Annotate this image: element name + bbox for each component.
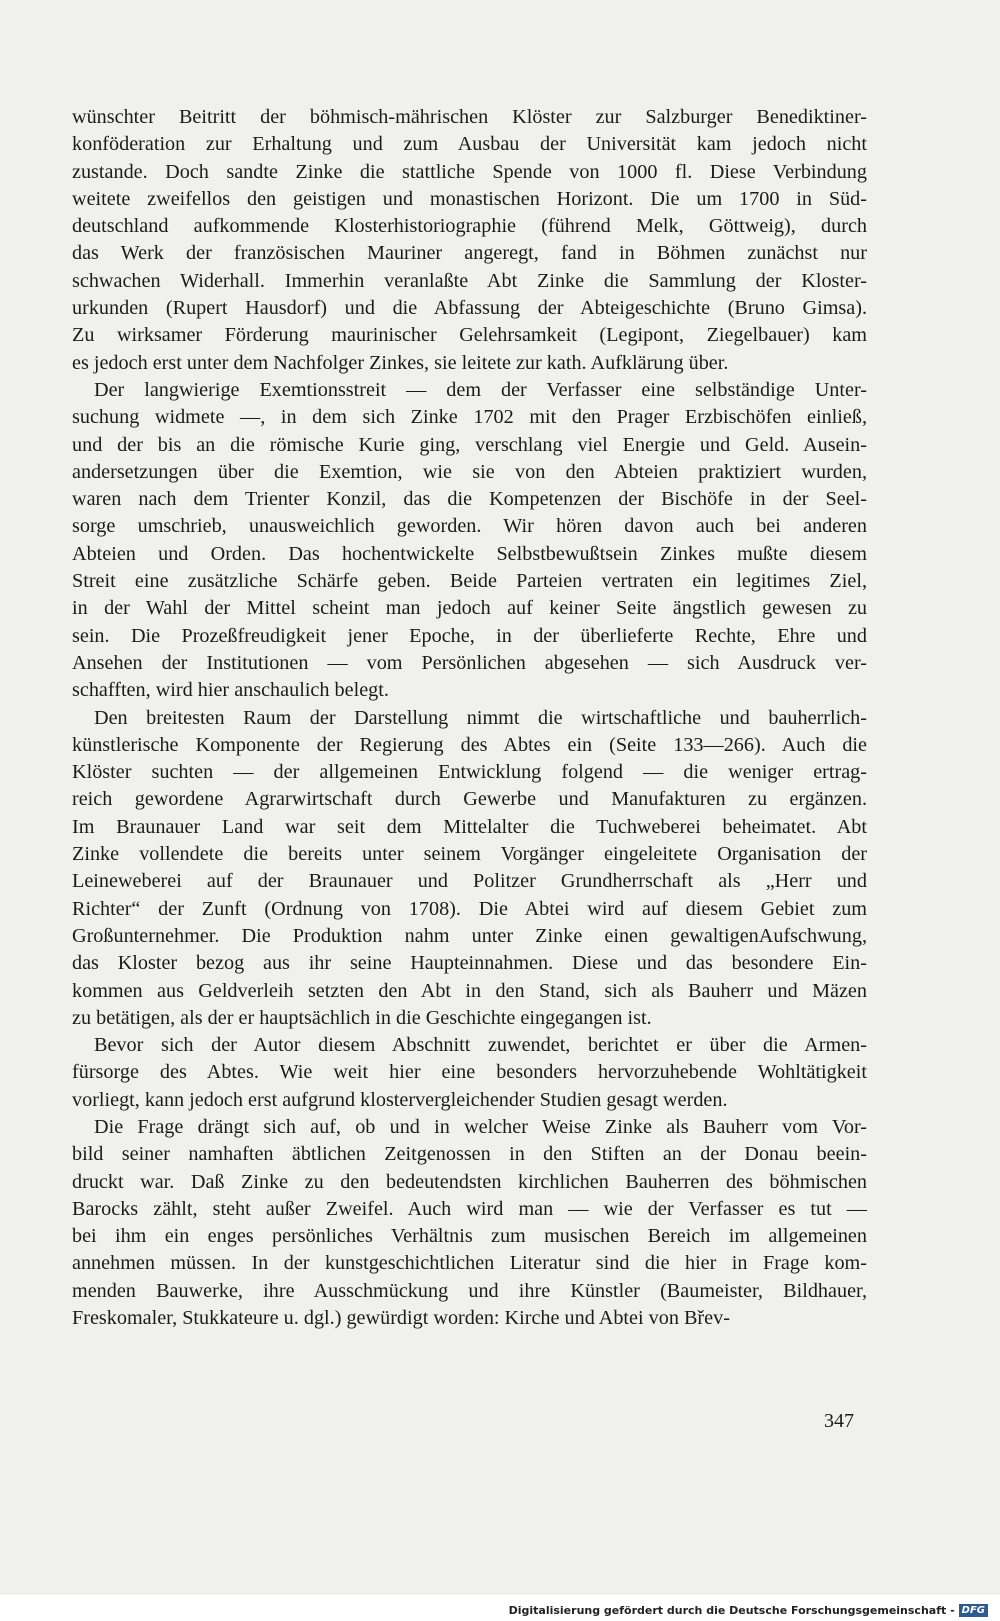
text-line: Zinke vollendete die bereits unter seinem Vorgänger eingeleitete Organisation der	[72, 843, 867, 866]
text-line: sein. Die Prozeßfreudigkeit jener Epoche, in der überlieferte Rechte, Ehre und	[72, 624, 867, 647]
text-line: Freskomaler, Stukkateure u. dgl.) gewürdigt worden: Kirche und Abtei von Břev-	[72, 1307, 730, 1330]
text-line: Klöster suchten — der allgemeinen Entwicklung folgend — die weniger ertrag-	[72, 761, 867, 784]
paragraph	[72, 377, 867, 705]
text-line: Richter“ der Zunft (Ordnung von 1708). Die Abtei wird auf diesem Gebiet zum	[72, 897, 867, 920]
text-line: andersetzungen über die Exemtion, wie sie von den Abteien praktiziert wurden,	[72, 460, 867, 483]
text-line: druckt war. Daß Zinke zu den bedeutendsten kirchlichen Bauherren des böhmischen	[72, 1170, 867, 1193]
text-line: es jedoch erst unter dem Nachfolger Zinkes, sie leitete zur kath. Aufklärung über.	[72, 351, 729, 374]
text-line: waren nach dem Trienter Konzil, das die Kompetenzen der Bischöfe in der Seel-	[72, 488, 867, 511]
text-line: reich gewordene Agrarwirtschaft durch Gewerbe und Manufakturen zu ergänzen.	[72, 788, 867, 811]
text-line: Bevor sich der Autor diesem Abschnitt zuwendet, berichtet er über die Armen-	[94, 1034, 867, 1057]
text-line: deutschland aufkommende Klosterhistoriographie (führend Melk, Göttweig), durch	[72, 215, 867, 238]
text-line: weitete zweifellos den geistigen und monastischen Horizont. Die um 1700 in Süd-	[72, 187, 867, 210]
text-line: schafften, wird hier anschaulich belegt.	[72, 679, 389, 702]
text-line: bild seiner namhaften äbtlichen Zeitgenossen in den Stiften an der Donau beein-	[72, 1143, 867, 1166]
page-number: 347	[824, 1410, 854, 1432]
dfg-logo: DFG	[959, 1604, 988, 1617]
footer-text: Digitalisierung gefördert durch die Deutsche Forschungsgemeinschaft -	[508, 1604, 955, 1617]
text-line: fürsorge des Abtes. Wie weit hier eine besonders hervorzuhebende Wohltätigkeit	[72, 1061, 867, 1084]
text-line: Streit eine zusätzliche Schärfe geben. Beide Parteien vertraten ein legitimes Ziel,	[72, 570, 867, 593]
paragraph	[72, 1114, 867, 1332]
text-line: in der Wahl der Mittel scheint man jedoch auf keiner Seite ängstlich gewesen zu	[72, 597, 867, 620]
text-line: schwachen Widerhall. Immerhin veranlaßte Abt Zinke die Sammlung der Kloster-	[72, 269, 867, 292]
text-line: vorliegt, kann jedoch erst aufgrund klostervergleichender Studien gesagt werden.	[72, 1088, 728, 1111]
text-line: Barocks zählt, steht außer Zweifel. Auch wird man — wie der Verfasser es tut —	[72, 1197, 867, 1220]
text-line: annehmen müssen. In der kunstgeschichtlichen Literatur sind die hier in Frage kom-	[72, 1252, 867, 1275]
paragraph	[72, 1032, 867, 1114]
text-line: das Werk der französischen Mauriner angeregt, fand in Böhmen zunächst nur	[72, 242, 867, 265]
text-line: Abteien und Orden. Das hochentwickelte Selbstbewußtsein Zinkes mußte diesem	[72, 542, 867, 565]
text-line: kommen aus Geldverleih setzten den Abt in den Stand, sich als Bauherr und Mäzen	[72, 979, 867, 1002]
text-line: Leineweberei auf der Braunauer und Politzer Grundherrschaft als „Herr und	[72, 870, 867, 893]
text-line: konföderation zur Erhaltung und zum Ausbau der Universität kam jedoch nicht	[72, 133, 867, 156]
text-line: Den breitesten Raum der Darstellung nimmt die wirtschaftliche und bauherrlich-	[94, 706, 867, 729]
text-line: Großunternehmer. Die Produktion nahm unter Zinke einen gewaltigenAufschwung,	[72, 924, 867, 947]
text-line: urkunden (Rupert Hausdorf) und die Abfassung der Abteigeschichte (Bruno Gimsa).	[72, 297, 867, 320]
text-line: Ansehen der Institutionen — vom Persönlichen abgesehen — sich Ausdruck ver-	[72, 651, 867, 674]
text-line: künstlerische Komponente der Regierung des Abtes ein (Seite 133—266). Auch die	[72, 733, 867, 756]
text-line: Der langwierige Exemtionsstreit — dem der Verfasser eine selbständige Unter-	[94, 378, 867, 401]
text-line: Zu wirksamer Förderung maurinischer Gelehrsamkeit (Legipont, Ziegelbauer) kam	[72, 324, 867, 347]
text-line: suchung widmete —, in dem sich Zinke 1702 mit den Prager Erzbischöfen einließ,	[72, 406, 867, 429]
text-line: zustande. Doch sandte Zinke die stattliche Spende von 1000 fl. Diese Verbindung	[72, 160, 867, 183]
paragraph	[72, 705, 867, 1033]
text-line: wünschter Beitritt der böhmisch-mährischen Klöster zur Salzburger Benediktiner-	[72, 106, 867, 128]
text-line: Die Frage drängt sich auf, ob und in welcher Weise Zinke als Bauherr vom Vor-	[94, 1115, 867, 1138]
text-line: Im Braunauer Land war seit dem Mittelalter die Tuchweberei beheimatet. Abt	[72, 815, 867, 838]
text-line: und der bis an die römische Kurie ging, verschlang viel Energie und Geld. Ausein-	[72, 433, 867, 456]
text-line: menden Bauwerke, ihre Ausschmückung und ihre Künstler (Baumeister, Bildhauer,	[72, 1279, 867, 1302]
body-text	[72, 104, 867, 1332]
text-line: zu betätigen, als der er hauptsächlich in die Geschichte eingegangen ist.	[72, 1006, 652, 1029]
paragraph	[72, 104, 867, 377]
digitization-footer	[509, 1604, 988, 1617]
text-line: bei ihm ein enges persönliches Verhältnis zum musischen Bereich im allgemeinen	[72, 1225, 867, 1248]
text-line: das Kloster bezog aus ihr seine Haupteinnahmen. Diese und das besondere Ein-	[72, 952, 867, 975]
text-line: sorge umschrieb, unausweichlich geworden. Wir hören davon auch bei anderen	[72, 515, 867, 538]
